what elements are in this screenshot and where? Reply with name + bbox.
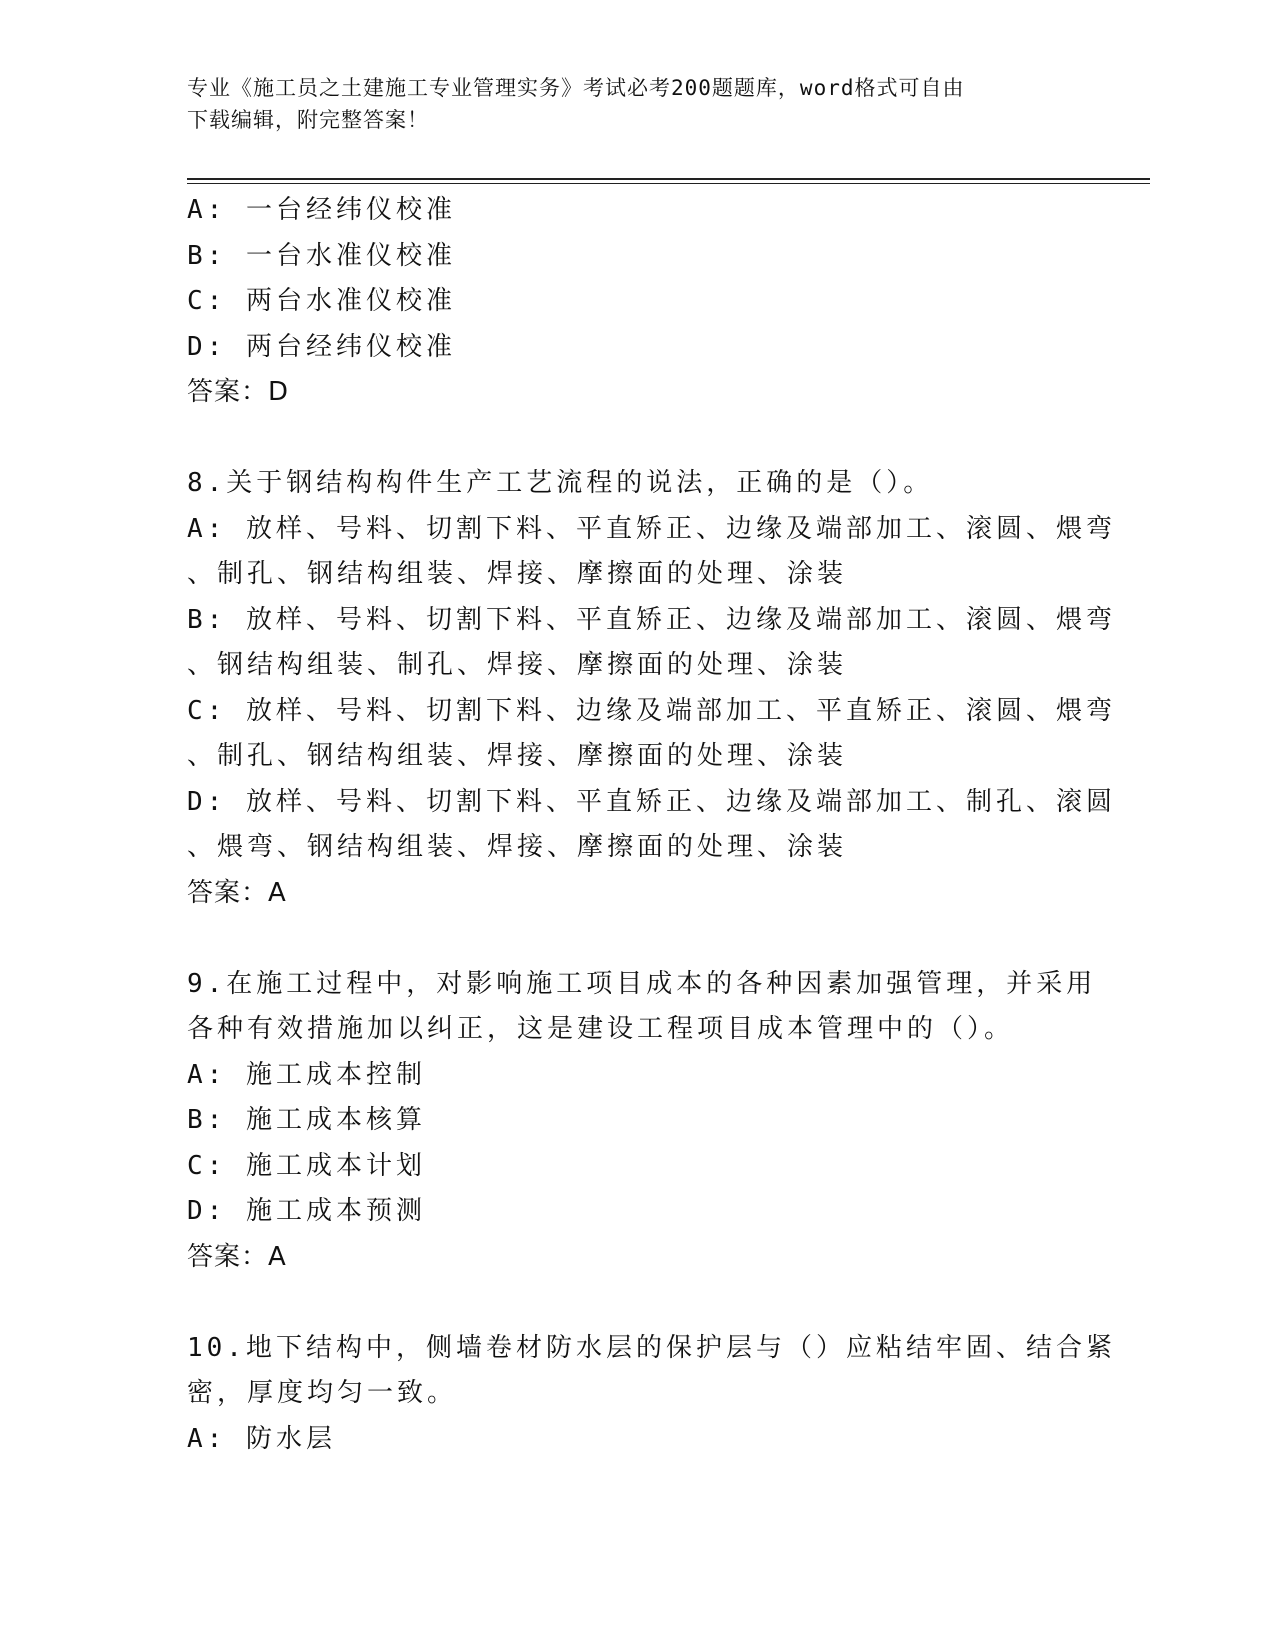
question-stem: 8.关于钢结构构件生产工艺流程的说法，正确的是（）。 bbox=[187, 468, 934, 498]
spacer bbox=[187, 916, 1067, 962]
page-header bbox=[187, 72, 1067, 136]
answer: 答案：A bbox=[187, 1241, 287, 1272]
question-stem-line-2: 密，厚度均匀一致。 bbox=[187, 1378, 458, 1408]
header-divider-thin bbox=[187, 183, 1150, 184]
option-d: D: 两台经纬仪校准 bbox=[187, 331, 456, 362]
option-a: A: 施工成本控制 bbox=[187, 1059, 426, 1090]
option-a: A: 一台经纬仪校准 bbox=[187, 195, 456, 225]
answer: 答案：A bbox=[187, 877, 287, 908]
header-line-1: 专业《施工员之土建施工专业管理实务》考试必考200题题库，word格式可自由 bbox=[187, 76, 965, 100]
option-c: C: 施工成本计划 bbox=[187, 1150, 426, 1181]
question-8 bbox=[187, 461, 1116, 916]
option-c-line-2: 、制孔、钢结构组装、焊接、摩擦面的处理、涂装 bbox=[187, 741, 848, 771]
option-b: B: 一台水准仪校准 bbox=[187, 240, 456, 271]
question-10 bbox=[187, 1326, 1116, 1463]
header-divider-thick bbox=[187, 178, 1150, 180]
question-7 bbox=[187, 188, 1067, 416]
option-d: D: 施工成本预测 bbox=[187, 1196, 426, 1226]
spacer bbox=[187, 416, 1067, 462]
option-b-line-2: 、钢结构组装、制孔、焊接、摩擦面的处理、涂装 bbox=[187, 650, 848, 680]
question-stem-line-2: 各种有效措施加以纠正，这是建设工程项目成本管理中的（）。 bbox=[187, 1014, 1015, 1044]
question-9 bbox=[187, 962, 1097, 1281]
option-d-line-2: 、煨弯、钢结构组装、焊接、摩擦面的处理、涂装 bbox=[187, 832, 848, 862]
option-b-line-1: B: 放样、号料、切割下料、平直矫正、边缘及端部加工、滚圆、煨弯 bbox=[187, 604, 1116, 635]
answer: 答案：D bbox=[187, 377, 290, 407]
spacer bbox=[187, 1280, 1067, 1326]
option-a-line-2: 、制孔、钢结构组装、焊接、摩擦面的处理、涂装 bbox=[187, 559, 848, 589]
question-stem-line-1: 9.在施工过程中，对影响施工项目成本的各种因素加强管理，并采用 bbox=[187, 968, 1097, 999]
question-stem-line-1: 10.地下结构中，侧墙卷材防水层的保护层与（）应粘结牢固、结合紧 bbox=[187, 1332, 1116, 1363]
option-a-line-1: A: 放样、号料、切割下料、平直矫正、边缘及端部加工、滚圆、煨弯 bbox=[187, 513, 1116, 544]
option-b: B: 施工成本核算 bbox=[187, 1105, 426, 1135]
header-line-2: 下载编辑，附完整答案！ bbox=[187, 108, 429, 132]
option-c: C: 两台水准仪校准 bbox=[187, 286, 456, 316]
option-c-line-1: C: 放样、号料、切割下料、边缘及端部加工、平直矫正、滚圆、煨弯 bbox=[187, 695, 1116, 726]
option-d-line-1: D: 放样、号料、切割下料、平直矫正、边缘及端部加工、制孔、滚圆 bbox=[187, 786, 1116, 817]
question-list bbox=[187, 188, 1116, 1462]
option-a: A: 防水层 bbox=[187, 1423, 336, 1454]
